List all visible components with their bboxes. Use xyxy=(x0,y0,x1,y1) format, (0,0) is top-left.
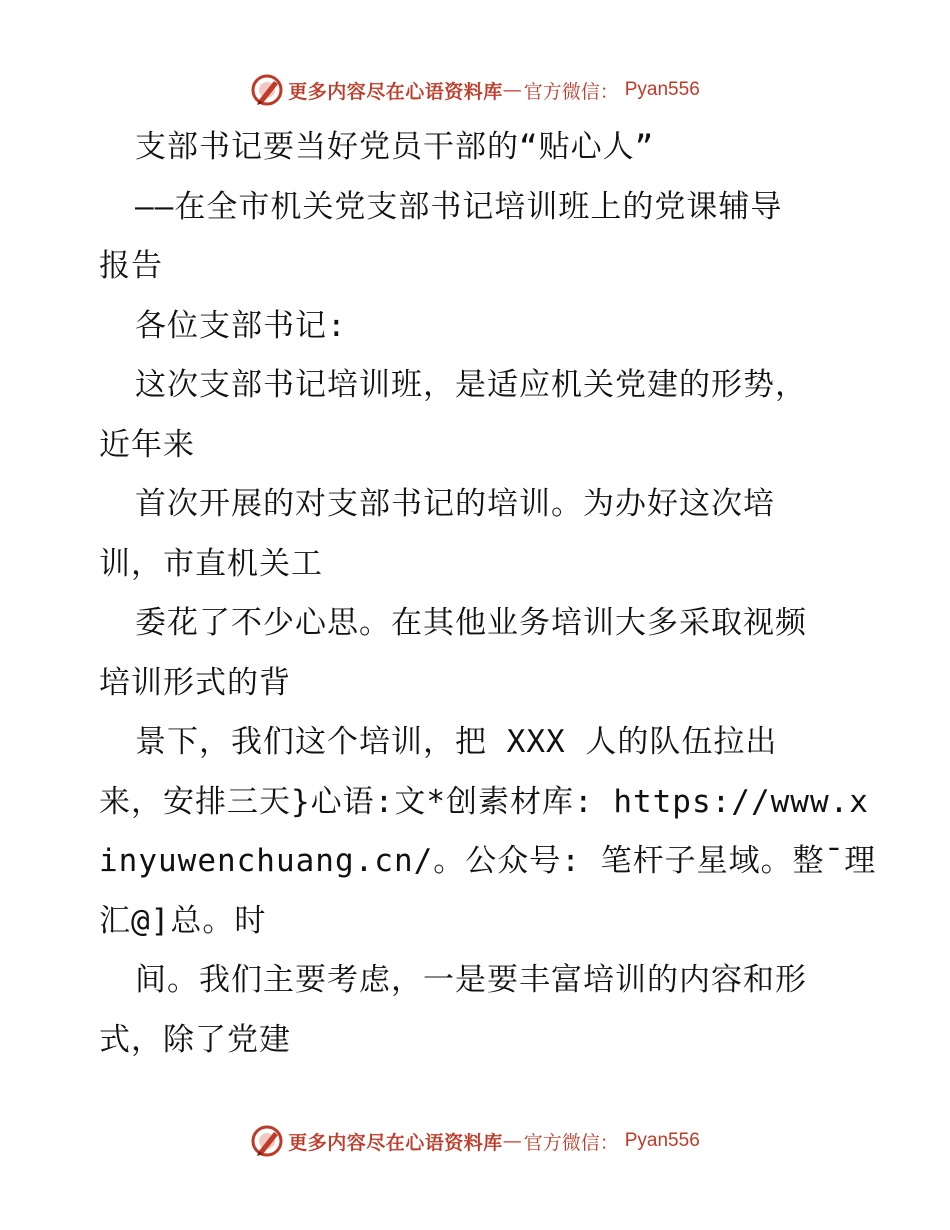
salutation: 各位支部书记: xyxy=(135,307,347,344)
paragraph-line: 式，除了党建 xyxy=(99,1021,291,1058)
watermark-wechat-id: Pyan556 xyxy=(624,79,700,100)
paragraph-line: 来，安排三天}心语:文*创素材库: https://www.x xyxy=(99,783,869,820)
document-title: 支部书记要当好党员干部的“贴心人” xyxy=(135,129,655,165)
watermark-wechat-id: Pyan556 xyxy=(624,1130,700,1151)
paragraph-line: 间。我们主要考虑，一是要丰富培训的内容和形 xyxy=(135,962,807,998)
footer-watermark xyxy=(0,1121,950,1161)
paragraph-line: 汇@]总。时 xyxy=(99,902,267,939)
paragraph-line: 委花了不少心思。在其他业务培训大多采取视频 xyxy=(135,605,807,641)
paragraph-line: inyuwenchuang.cn/。公众号: 笔杆子星域。整¯理 xyxy=(99,843,877,879)
watermark-dash: — xyxy=(502,79,522,101)
paragraph-line: 培训形式的背 xyxy=(99,664,291,701)
pen-logo-icon xyxy=(250,1124,284,1158)
paragraph-line: 首次开展的对支部书记的培训。为办好这次培 xyxy=(135,486,775,522)
pen-logo-icon xyxy=(250,73,284,107)
paragraph-line: 景下，我们这个培训，把 XXX 人的队伍拉出 xyxy=(135,724,778,760)
document-subtitle-cont: 报告 xyxy=(99,248,163,284)
paragraph-line: 训，市直机关工 xyxy=(99,545,323,582)
watermark-text: 更多内容尽在心语资料库 xyxy=(288,80,503,103)
document-subtitle: ——在全市机关党支部书记培训班上的党课辅导 xyxy=(135,188,783,225)
watermark-dash: — xyxy=(502,1130,522,1152)
paragraph-line: 近年来 xyxy=(99,426,195,463)
watermark-label: 官方微信： xyxy=(523,80,619,103)
watermark-label: 官方微信： xyxy=(523,1131,619,1154)
watermark-text: 更多内容尽在心语资料库 xyxy=(288,1131,503,1154)
document-body xyxy=(99,118,877,1070)
header-watermark xyxy=(0,70,950,110)
paragraph-line: 这次支部书记培训班，是适应机关党建的形势， xyxy=(135,367,807,403)
